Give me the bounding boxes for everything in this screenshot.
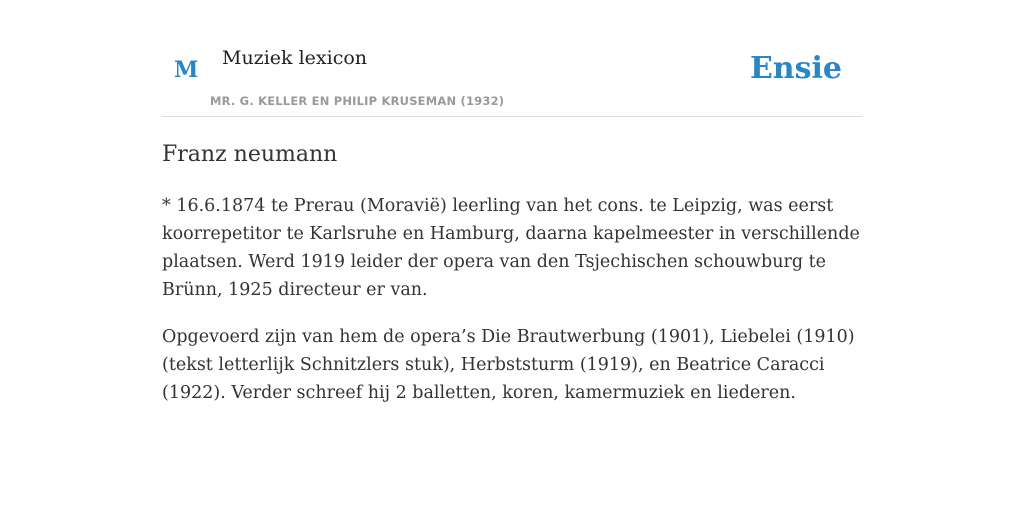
source-title-link[interactable]: Muziek lexicon bbox=[222, 47, 368, 69]
brand-logo-link[interactable]: Ensie bbox=[749, 51, 842, 86]
entry-content bbox=[162, 192, 862, 426]
entry-paragraph: Opgevoerd zijn van hem de opera’s Die Brautwerbung (1901), Liebelei (1910) (tekst letterlijk Schnitzlers stuk), Herbststurm (1919), en Beatrice Caracci (1922). Verder schreef hij 2 balletten, koren, kamermuziek en liederen. bbox=[162, 327, 855, 403]
entry-paragraph: * 16.6.1874 te Prerau (Moravië) leerling van het cons. te Leipzig, was eerst koorrepetitor te Karlsruhe en Hamburg, daarna kapelmeester in verschillende plaatsen. Werd 1919 leider der opera van den Tsjechischen schouwburg te Brünn, 1925 directeur er van. bbox=[162, 196, 860, 300]
source-logo-icon[interactable]: M bbox=[174, 57, 199, 83]
page bbox=[162, 0, 862, 512]
source-author: MR. G. KELLER EN PHILIP KRUSEMAN (1932) bbox=[210, 94, 505, 108]
source-header bbox=[162, 0, 862, 117]
entry-title: Franz neumann bbox=[162, 142, 338, 167]
